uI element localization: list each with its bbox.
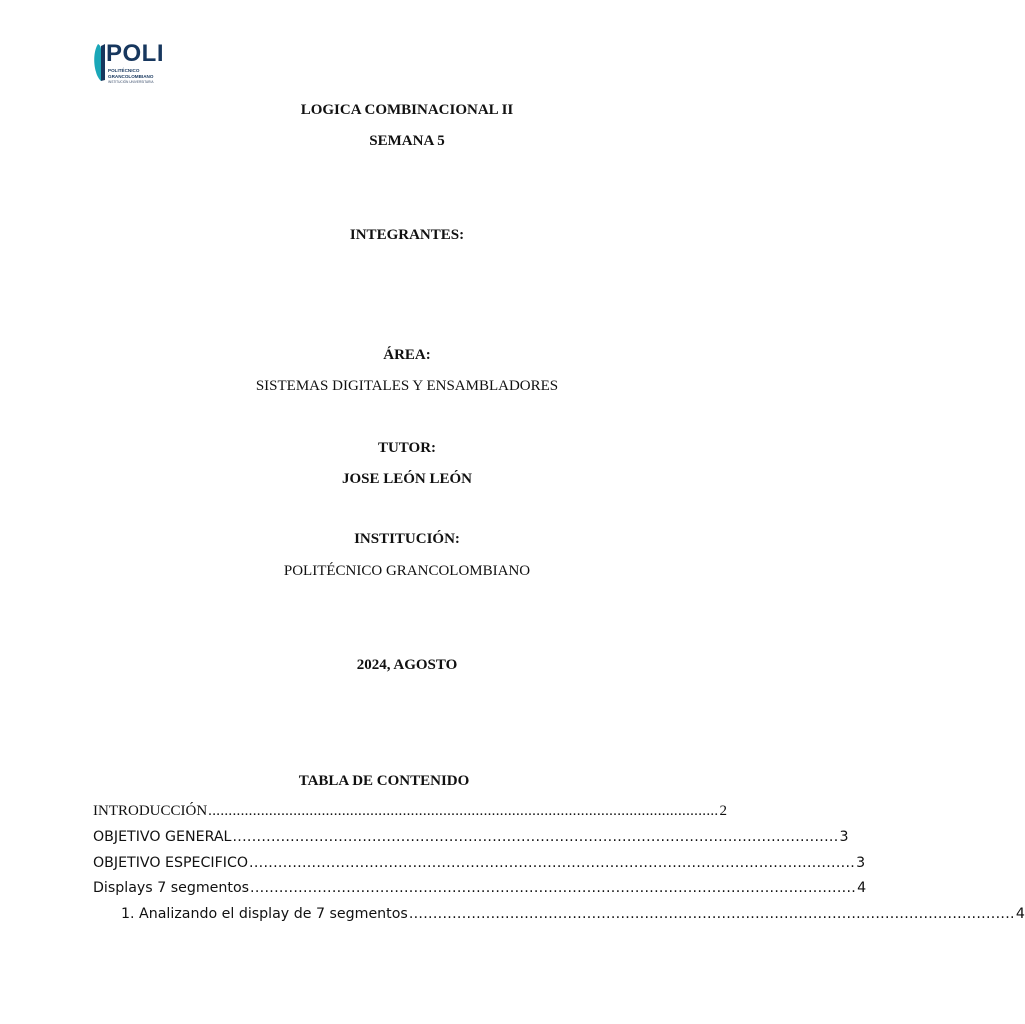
area-heading: ÁREA: xyxy=(383,347,431,363)
toc-entry-label: 1. Analizando el display de 7 segmentos xyxy=(121,906,408,922)
toc-title: TABLA DE CONTENIDO xyxy=(298,773,470,789)
toc-entry-introduccion[interactable] xyxy=(93,801,727,821)
logo-line-1: POLITÉCNICO xyxy=(108,68,140,73)
toc-entry-page: 3 xyxy=(839,829,849,845)
date-label: 2024, AGOSTO xyxy=(356,657,458,673)
toc-leader: .............................................................................................................................. xyxy=(249,855,856,871)
toc-entry-label: INTRODUCCIÓN xyxy=(93,803,208,819)
area-value: SISTEMAS DIGITALES Y ENSAMBLADORES xyxy=(255,378,559,394)
toc-entry-page: 4 xyxy=(857,880,867,896)
toc-entry-page: 2 xyxy=(719,803,727,819)
document-title: LOGICA COMBINACIONAL II xyxy=(300,102,514,118)
institution-value: POLITÉCNICO GRANCOLOMBIANO xyxy=(283,563,531,579)
toc-entry-label: OBJETIVO GENERAL xyxy=(93,829,232,845)
toc-entry-label: Displays 7 segmentos xyxy=(93,880,250,896)
week-label: SEMANA 5 xyxy=(369,133,445,149)
toc-entry-label: OBJETIVO ESPECIFICO xyxy=(93,855,249,871)
toc-entry-objetivo-especifico[interactable] xyxy=(93,853,866,873)
toc-entry-displays[interactable] xyxy=(93,878,867,898)
logo-line-3: INSTITUCIÓN UNIVERSITARIA xyxy=(108,80,154,84)
toc-entry-page: 4 xyxy=(1015,906,1025,922)
toc-leader: .............................................................................................................................. xyxy=(408,906,1015,922)
toc-entry-analizando-display[interactable] xyxy=(121,904,1025,924)
toc-leader: .............................................................................................................................. xyxy=(250,880,857,896)
members-heading: INTEGRANTES: xyxy=(349,227,465,243)
toc-leader: .............................................................................................................................. xyxy=(208,803,719,819)
toc-entry-objetivo-general[interactable] xyxy=(93,827,849,847)
tutor-value: JOSE LEÓN LEÓN xyxy=(341,471,473,487)
toc-entry-page: 3 xyxy=(856,855,866,871)
toc-leader: .............................................................................................................................. xyxy=(232,829,839,845)
logo-line-2: GRANCOLOMBIANO xyxy=(108,74,154,79)
tutor-heading: TUTOR: xyxy=(377,440,437,456)
institution-heading: INSTITUCIÓN: xyxy=(354,531,460,547)
logo-word: POLI xyxy=(106,40,165,67)
poli-logo xyxy=(92,42,172,86)
